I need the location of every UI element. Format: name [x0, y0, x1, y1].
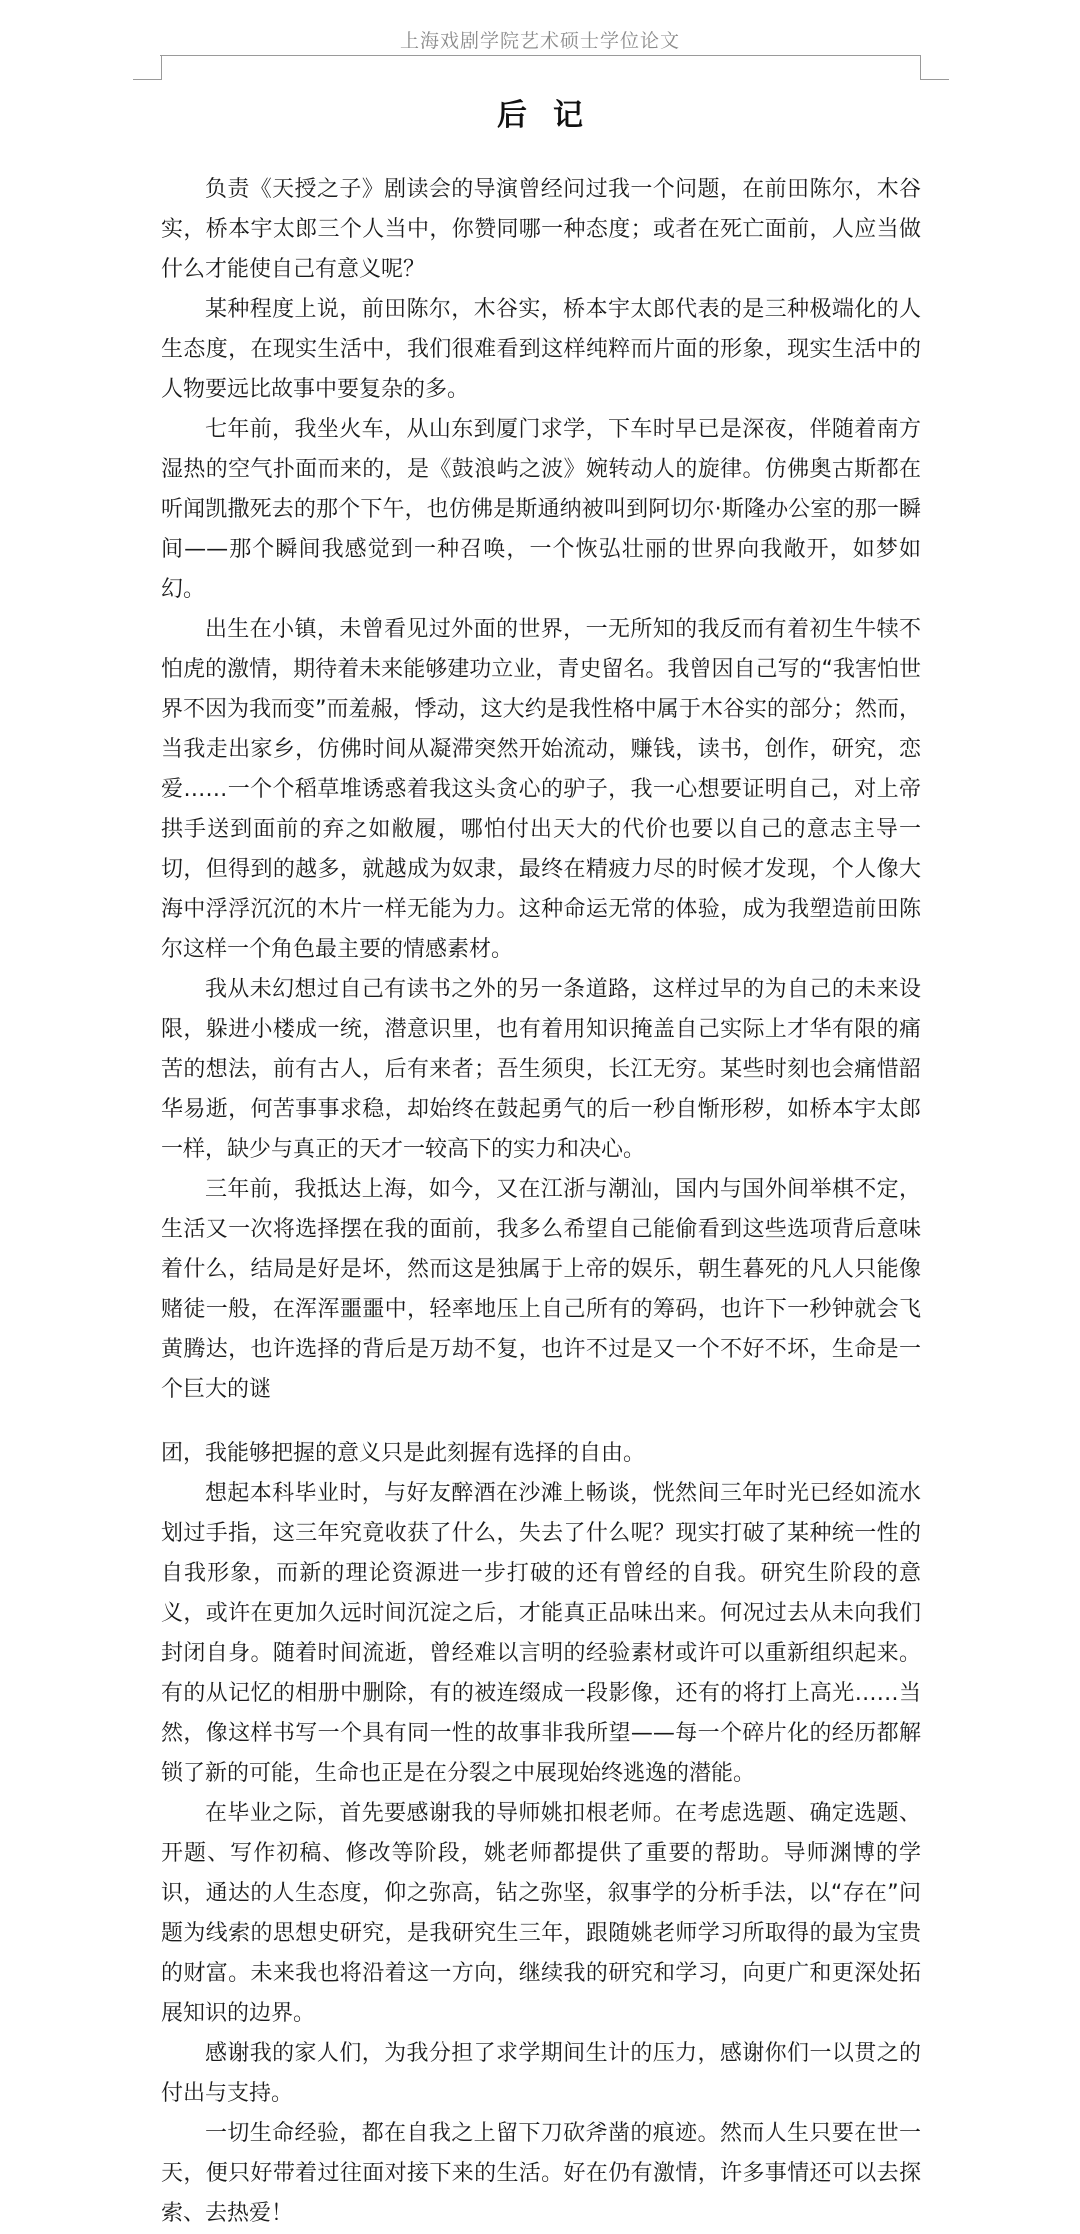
paragraph: 我从未幻想过自己有读书之外的另一条道路，这样过早的为自己的未来设限，躲进小楼成一统，潜意识里，也有着用知识掩盖自己实际上才华有限的痛苦的想法，前有古人，后有来者；吾生须臾，长江无穷。某些时刻也会痛惜韶华易逝，何苦事事求稳，却始终在鼓起勇气的后一秒自惭形秽，如桥本宇太郎一样，缺少与真正的天才一较高下的实力和决心。 [161, 977, 921, 1162]
paragraph: 七年前，我坐火车，从山东到厦门求学，下车时早已是深夜，伴随着南方湿热的空气扑面而来的，是《鼓浪屿之波》婉转动人的旋律。仿佛奥古斯都在听闻凯撒死去的那个下午，也仿佛是斯通纳被叫到阿切尔·斯隆办公室的那一瞬间——那个瞬间我感觉到一种召唤，一个恢弘壮丽的世界向我敞开，如梦如幻。 [161, 417, 921, 602]
paragraph: 三年前，我抵达上海，如今，又在江浙与潮汕，国内与国外间举棋不定，生活又一次将选择摆在我的面前，我多么希望自己能偷看到这些选项背后意味着什么，结局是好是坏，然而这是独属于上帝的娱乐，朝生暮死的凡人只能像赌徒一般，在浑浑噩噩中，轻率地压上自己所有的筹码，也许下一秒钟就会飞黄腾达，也许选择的背后是万劫不复，也许不过是又一个不好不坏，生命是一个巨大的谜 [161, 1177, 921, 1402]
page-title: 后记 [497, 98, 609, 133]
paragraph: 出生在小镇，未曾看见过外面的世界，一无所知的我反而有着初生牛犊不怕虎的激情，期待着未来能够建功立业，青史留名。我曾因自己写的“我害怕世界不因为我而变”而羞赧，悸动，这大约是我性格中属于木谷实的部分；然而，当我走出家乡，仿佛时间从凝滞突然开始流动，赚钱，读书，创作，研究，恋爱……一个个稻草堆诱惑着我这头贪心的驴子，我一心想要证明自己，对上帝拱手送到面前的弃之如敝履，哪怕付出天大的代价也要以自己的意志主导一切，但得到的越多，就越成为奴隶，最终在精疲力尽的时候才发现，个人像大海中浮浮沉沉的木片一样无能为力。这种命运无常的体验，成为我塑造前田陈尔这样一个角色最主要的情感素材。 [161, 617, 921, 962]
running-header: 上海戏剧学院艺术硕士学位论文 [399, 30, 680, 52]
paragraph: 在毕业之际，首先要感谢我的导师姚扣根老师。在考虑选题、确定选题、开题、写作初稿、修改等阶段，姚老师都提供了重要的帮助。导师渊博的学识，通达的人生态度，仰之弥高，钻之弥坚，叙事学的分析手法，以“存在”问题为线索的思想史研究，是我研究生三年，跟随姚老师学习所取得的最为宝贵的财富。未来我也将沿着这一方向，继续我的研究和学习，向更广和更深处拓展知识的边界。 [161, 1801, 921, 2026]
paragraph: 感谢我的家人们，为我分担了求学期间生计的压力，感谢你们一以贯之的付出与支持。 [161, 2041, 921, 2106]
paragraph: 负责《天授之子》剧读会的导演曾经问过我一个问题，在前田陈尔，木谷实，桥本宇太郎三个人当中，你赞同哪一种态度；或者在死亡面前，人应当做什么才能使自己有意义呢？ [161, 177, 921, 282]
paragraph: 一切生命经验，都在自我之上留下刀砍斧凿的痕迹。然而人生只要在世一天，便只好带着过往面对接下来的生活。好在仍有激情，许多事情还可以去探索、去热爱！ [161, 2121, 921, 2226]
crop-mark-right [920, 55, 949, 80]
crop-mark-left [133, 55, 162, 80]
paragraph-continuation: 团，我能够把握的意义只是此刻握有选择的自由。 [161, 1441, 646, 1466]
body-text [161, 170, 921, 2234]
page-header [0, 0, 1080, 90]
paragraph: 想起本科毕业时，与好友醉酒在沙滩上畅谈，恍然间三年时光已经如流水划过手指，这三年究竟收获了什么，失去了什么呢？现实打破了某种统一性的自我形象，而新的理论资源进一步打破的还有曾经的自我。研究生阶段的意义，或许在更加久远时间沉淀之后，才能真正品味出来。何况过去从未向我们封闭自身。随着时间流逝，曾经难以言明的经验素材或许可以重新组织起来。有的从记忆的相册中删除，有的被连缀成一段影像，还有的将打上高光……当然，像这样书写一个具有同一性的故事非我所望——每一个碎片化的经历都解锁了新的可能，生命也正是在分裂之中展现始终逃逸的潜能。 [161, 1481, 921, 1786]
header-rule [160, 55, 920, 56]
paragraph: 某种程度上说，前田陈尔，木谷实，桥本宇太郎代表的是三种极端化的人生态度，在现实生活中，我们很难看到这样纯粹而片面的形象，现实生活中的人物要远比故事中要复杂的多。 [161, 297, 921, 402]
